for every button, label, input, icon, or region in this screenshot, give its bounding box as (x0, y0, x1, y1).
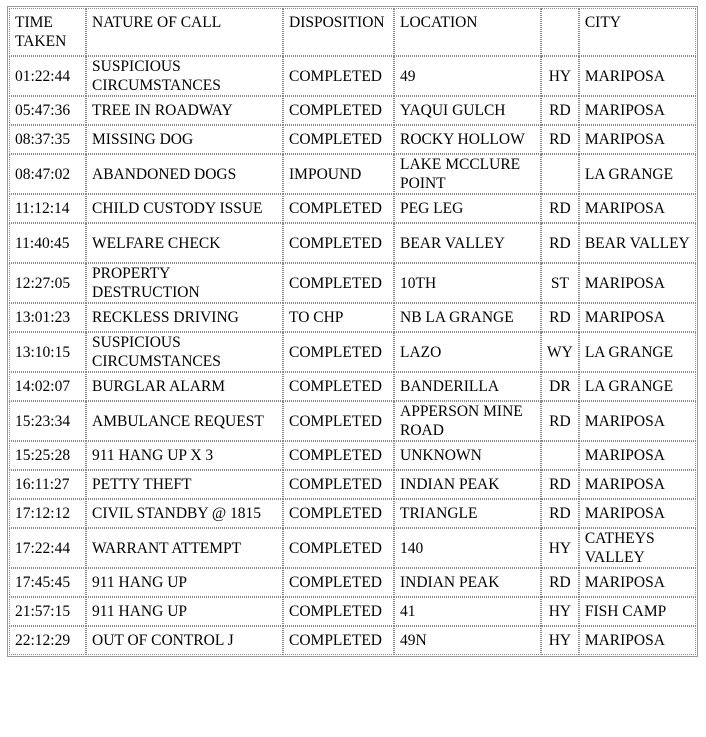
cell-disposition: COMPLETED (283, 263, 394, 303)
cell-nature: CIVIL STANDBY @ 1815 (86, 499, 283, 528)
cell-city: MARIPOSA (579, 194, 696, 223)
call-log-page (7, 6, 698, 657)
cell-time: 08:37:35 (9, 125, 86, 154)
cell-location: 140 (394, 528, 541, 568)
cell-nature: SUSPICIOUS CIRCUMSTANCES (86, 56, 283, 96)
cell-suffix (541, 154, 579, 194)
cell-city: CATHEYS VALLEY (579, 528, 696, 568)
cell-location: TRIANGLE (394, 499, 541, 528)
cell-disposition: COMPLETED (283, 194, 394, 223)
cell-time: 15:25:28 (9, 441, 86, 470)
cell-location: 10TH (394, 263, 541, 303)
cell-nature: PETTY THEFT (86, 470, 283, 499)
cell-location: 49N (394, 626, 541, 655)
cell-location: UNKNOWN (394, 441, 541, 470)
cell-disposition: COMPLETED (283, 528, 394, 568)
cell-location: APPERSON MINE ROAD (394, 401, 541, 441)
cell-disposition: COMPLETED (283, 96, 394, 125)
cell-location: LAKE MCCLURE POINT (394, 154, 541, 194)
table-row (9, 528, 696, 568)
cell-city: MARIPOSA (579, 626, 696, 655)
cell-nature: ABANDONED DOGS (86, 154, 283, 194)
cell-suffix: RD (541, 499, 579, 528)
cell-suffix: HY (541, 626, 579, 655)
cell-suffix: RD (541, 96, 579, 125)
cell-nature: AMBULANCE REQUEST (86, 401, 283, 441)
cell-time: 12:27:05 (9, 263, 86, 303)
table-row (9, 470, 696, 499)
cell-nature: SUSPICIOUS CIRCUMSTANCES (86, 332, 283, 372)
cell-city: LA GRANGE (579, 332, 696, 372)
cell-disposition: COMPLETED (283, 372, 394, 401)
cell-time: 13:10:15 (9, 332, 86, 372)
cell-nature: CHILD CUSTODY ISSUE (86, 194, 283, 223)
cell-disposition: COMPLETED (283, 332, 394, 372)
cell-city: MARIPOSA (579, 96, 696, 125)
header-city: CITY (579, 8, 696, 56)
table-row (9, 154, 696, 194)
cell-nature: 911 HANG UP X 3 (86, 441, 283, 470)
table-row (9, 96, 696, 125)
cell-time: 05:47:36 (9, 96, 86, 125)
cell-disposition: COMPLETED (283, 441, 394, 470)
cell-city: MARIPOSA (579, 499, 696, 528)
cell-city: BEAR VALLEY (579, 223, 696, 263)
cell-city: MARIPOSA (579, 125, 696, 154)
table-row (9, 56, 696, 96)
table-row (9, 441, 696, 470)
cell-nature: RECKLESS DRIVING (86, 303, 283, 332)
cell-suffix: RD (541, 194, 579, 223)
header-row (9, 8, 696, 56)
cell-suffix: RD (541, 470, 579, 499)
call-log-body (9, 56, 696, 655)
cell-disposition: TO CHP (283, 303, 394, 332)
cell-nature: TREE IN ROADWAY (86, 96, 283, 125)
cell-location: INDIAN PEAK (394, 568, 541, 597)
table-row (9, 332, 696, 372)
cell-nature: PROPERTY DESTRUCTION (86, 263, 283, 303)
cell-location: 49 (394, 56, 541, 96)
cell-city: MARIPOSA (579, 56, 696, 96)
call-log-frame (7, 6, 698, 657)
cell-location: BEAR VALLEY (394, 223, 541, 263)
cell-suffix: HY (541, 597, 579, 626)
table-row (9, 372, 696, 401)
cell-time: 17:45:45 (9, 568, 86, 597)
cell-disposition: IMPOUND (283, 154, 394, 194)
cell-time: 13:01:23 (9, 303, 86, 332)
cell-nature: MISSING DOG (86, 125, 283, 154)
cell-suffix: ST (541, 263, 579, 303)
cell-time: 16:11:27 (9, 470, 86, 499)
cell-location: LAZO (394, 332, 541, 372)
cell-nature: BURGLAR ALARM (86, 372, 283, 401)
cell-location: BANDERILLA (394, 372, 541, 401)
cell-suffix: RD (541, 125, 579, 154)
cell-suffix: WY (541, 332, 579, 372)
table-row (9, 499, 696, 528)
cell-nature: WARRANT ATTEMPT (86, 528, 283, 568)
cell-time: 14:02:07 (9, 372, 86, 401)
cell-location: ROCKY HOLLOW (394, 125, 541, 154)
cell-location: PEG LEG (394, 194, 541, 223)
table-row (9, 303, 696, 332)
table-row (9, 401, 696, 441)
cell-nature: 911 HANG UP (86, 597, 283, 626)
cell-time: 01:22:44 (9, 56, 86, 96)
cell-location: YAQUI GULCH (394, 96, 541, 125)
cell-location: INDIAN PEAK (394, 470, 541, 499)
cell-city: LA GRANGE (579, 372, 696, 401)
header-location: LOCATION (394, 8, 541, 56)
cell-city: MARIPOSA (579, 263, 696, 303)
cell-city: MARIPOSA (579, 401, 696, 441)
cell-disposition: COMPLETED (283, 568, 394, 597)
cell-time: 17:12:12 (9, 499, 86, 528)
table-row (9, 626, 696, 655)
cell-suffix: RD (541, 568, 579, 597)
cell-time: 11:40:45 (9, 223, 86, 263)
cell-city: MARIPOSA (579, 441, 696, 470)
cell-city: MARIPOSA (579, 568, 696, 597)
cell-time: 08:47:02 (9, 154, 86, 194)
cell-city: LA GRANGE (579, 154, 696, 194)
header-time: TIME TAKEN (9, 8, 86, 56)
table-row (9, 125, 696, 154)
header-suffix (541, 8, 579, 56)
table-row (9, 263, 696, 303)
call-log-table (9, 8, 696, 655)
cell-disposition: COMPLETED (283, 470, 394, 499)
cell-disposition: COMPLETED (283, 223, 394, 263)
table-row (9, 194, 696, 223)
cell-disposition: COMPLETED (283, 401, 394, 441)
cell-disposition: COMPLETED (283, 125, 394, 154)
cell-nature: WELFARE CHECK (86, 223, 283, 263)
cell-suffix: DR (541, 372, 579, 401)
cell-time: 15:23:34 (9, 401, 86, 441)
cell-suffix: RD (541, 223, 579, 263)
cell-disposition: COMPLETED (283, 597, 394, 626)
cell-suffix (541, 441, 579, 470)
cell-time: 21:57:15 (9, 597, 86, 626)
header-disposition: DISPOSITION (283, 8, 394, 56)
cell-suffix: HY (541, 56, 579, 96)
table-row (9, 223, 696, 263)
cell-city: MARIPOSA (579, 303, 696, 332)
cell-time: 17:22:44 (9, 528, 86, 568)
cell-disposition: COMPLETED (283, 626, 394, 655)
cell-location: NB LA GRANGE (394, 303, 541, 332)
header-nature: NATURE OF CALL (86, 8, 283, 56)
cell-suffix: RD (541, 401, 579, 441)
cell-nature: 911 HANG UP (86, 568, 283, 597)
cell-disposition: COMPLETED (283, 56, 394, 96)
table-row (9, 597, 696, 626)
cell-suffix: RD (541, 303, 579, 332)
cell-city: FISH CAMP (579, 597, 696, 626)
cell-time: 22:12:29 (9, 626, 86, 655)
cell-location: 41 (394, 597, 541, 626)
table-row (9, 568, 696, 597)
cell-city: MARIPOSA (579, 470, 696, 499)
cell-disposition: COMPLETED (283, 499, 394, 528)
cell-nature: OUT OF CONTROL J (86, 626, 283, 655)
cell-time: 11:12:14 (9, 194, 86, 223)
cell-suffix: HY (541, 528, 579, 568)
